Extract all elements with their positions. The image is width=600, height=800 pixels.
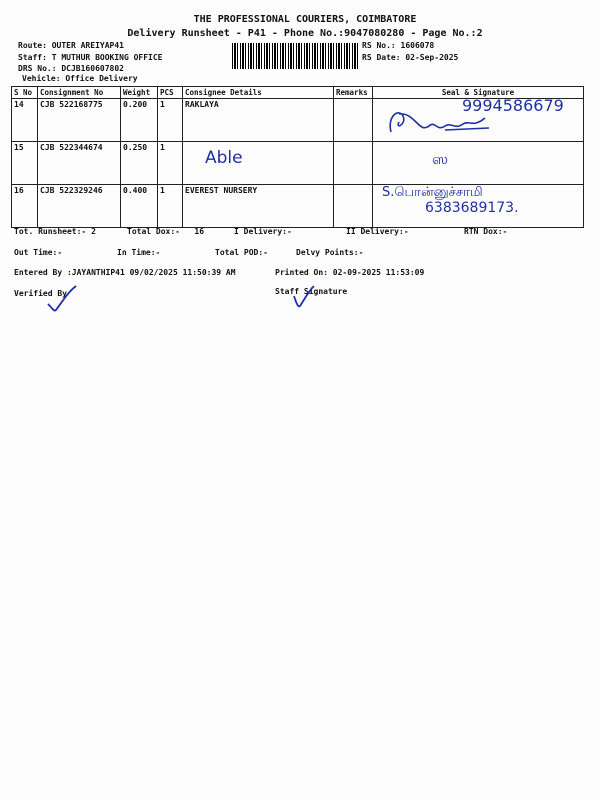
cell-consignment: CJB 522344674	[38, 142, 121, 185]
cell-remarks	[334, 99, 373, 142]
rtn-dox: RTN Dox:-	[464, 227, 508, 236]
cell-consignment: CJB 522168775	[38, 99, 121, 142]
delvy-points: Delvy Points:-	[296, 248, 364, 257]
cell-signature	[373, 142, 584, 185]
staff-tick-mark	[290, 282, 320, 312]
cell-pcs: 1	[158, 185, 183, 228]
row16-name-handwritten: S.பொன்னுச்சாமி	[382, 185, 483, 200]
cell-weight: 0.400	[121, 185, 158, 228]
cell-consignee: EVEREST NURSERY	[183, 185, 334, 228]
entered-by: Entered By :JAYANTHIP41 09/02/2025 11:50:39 AM	[14, 268, 236, 277]
tot-runsheet: Tot. Runsheet:- 2	[14, 227, 96, 236]
cell-consignment: CJB 522329246	[38, 185, 121, 228]
vehicle-label: Vehicle: Office Delivery	[22, 74, 138, 83]
cell-remarks	[334, 142, 373, 185]
runsheet-subtitle: Delivery Runsheet - P41 - Phone No.:9047080280 - Page No.:2	[127, 28, 483, 39]
staff-label: Staff: T MUTHUR BOOKING OFFICE	[18, 53, 163, 62]
row16-phone-handwritten: 6383689173.	[425, 200, 519, 216]
verified-by-label: Verified By	[14, 289, 67, 298]
cell-weight: 0.200	[121, 99, 158, 142]
drs-label: DRS No.: DCJB160607802	[18, 64, 124, 73]
cell-sno: 14	[12, 99, 38, 142]
cell-pcs: 1	[158, 99, 183, 142]
col-consignee: Consignee Details	[183, 87, 334, 99]
col-weight: Weight	[121, 87, 158, 99]
ii-delivery: II Delivery:-	[346, 227, 409, 236]
in-time: In Time:-	[117, 248, 161, 257]
cell-consignee: RAKLAYA	[183, 99, 334, 142]
col-consignment: Consignment No	[38, 87, 121, 99]
rs-number: RS No.: 1606078	[362, 41, 435, 50]
company-title: THE PROFESSIONAL COURIERS, COIMBATORE	[193, 14, 417, 25]
cell-sno: 15	[12, 142, 38, 185]
table-row	[12, 142, 584, 185]
i-delivery: I Delivery:-	[234, 227, 292, 236]
total-dox: Total Dox:- 16	[127, 227, 205, 236]
row15-note-handwritten: Able	[205, 148, 243, 168]
col-pcs: PCS	[158, 87, 183, 99]
cell-sno: 16	[12, 185, 38, 228]
verified-tick-mark	[44, 284, 80, 314]
barcode	[232, 43, 358, 69]
route-label: Route: OUTER AREIYAP41	[18, 41, 124, 50]
row14-phone-handwritten: 9994586679	[462, 96, 564, 115]
col-sno: S No	[12, 87, 38, 99]
row15-signature-handwritten: ஸ	[432, 150, 449, 168]
col-remarks: Remarks	[334, 87, 373, 99]
cell-remarks	[334, 185, 373, 228]
col-seal-signature: Seal & Signature	[373, 87, 584, 99]
cell-weight: 0.250	[121, 142, 158, 185]
printed-on: Printed On: 02-09-2025 11:53:09	[275, 268, 425, 277]
rs-date: RS Date: 02-Sep-2025	[362, 53, 459, 62]
cell-pcs: 1	[158, 142, 183, 185]
total-pod: Total POD:-	[215, 248, 268, 257]
out-time: Out Time:-	[14, 248, 63, 257]
staff-signature-label: Staff Signature	[275, 287, 348, 296]
